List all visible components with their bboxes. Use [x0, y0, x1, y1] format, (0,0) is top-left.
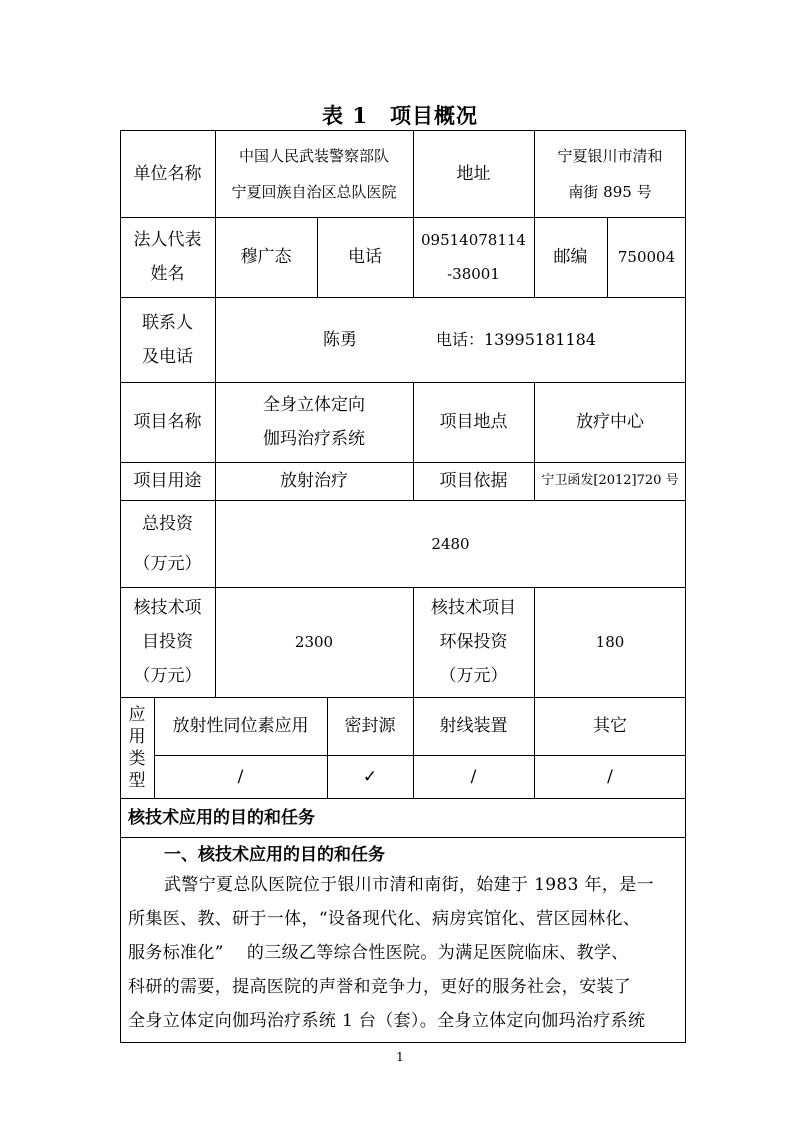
paragraph-line: 服务标准化” 的三级乙等综合性医院。为满足医院临床、教学、 [128, 943, 629, 963]
app-type-other: 其它 [593, 716, 627, 736]
nuclear-invest-label: 核技术项 目投资 （万元） [133, 598, 202, 686]
project-use-value: 放射治疗 [280, 471, 348, 491]
app-mark-isotope: / [237, 766, 244, 787]
app-type-label: 应 用 类 型 [128, 704, 146, 791]
paragraph-line: 所集医、教、研于一体，“设备现代化、病房宾馆化、营区园林化、 [128, 909, 641, 929]
paragraph-line: 武警宁夏总队医院位于银川市清和南街，始建于 1983 年，是一 [164, 875, 654, 895]
app-mark-ray-device: / [470, 766, 477, 787]
phone-label: 电话 [348, 247, 382, 267]
env-invest-label: 核技术项目 环保投资 （万元） [431, 598, 516, 686]
project-basis-label: 项目依据 [439, 471, 508, 491]
legal-rep-label: 法人代表 姓名 [133, 230, 202, 284]
app-type-sealed-source: 密封源 [344, 716, 396, 736]
project-site-value: 放疗中心 [576, 412, 644, 432]
total-invest-label: 总投资 （万元） [133, 513, 202, 574]
project-basis-value: 宁卫函发[2012]720 号 [541, 473, 679, 488]
address-label: 地址 [456, 163, 491, 184]
project-name-value: 全身立体定向 伽玛治疗系统 [263, 395, 365, 449]
contact-name: 陈勇 [323, 329, 357, 350]
project-site-label: 项目地点 [439, 412, 508, 432]
section-heading: 核技术应用的目的和任务 [128, 807, 315, 828]
app-type-ray-device: 射线装置 [439, 716, 508, 736]
subheading: 一、核技术应用的目的和任务 [164, 845, 385, 865]
project-use-label: 项目用途 [133, 471, 202, 491]
project-name-label: 项目名称 [133, 412, 202, 432]
contact-phone: 电话：13995181184 [436, 329, 596, 349]
unit-name-label: 单位名称 [133, 163, 202, 184]
app-mark-other: / [607, 766, 613, 787]
phone-value: 09514078114 -38001 [421, 231, 526, 283]
total-invest-value: 2480 [431, 534, 470, 553]
page-number: 1 [396, 1050, 404, 1064]
legal-rep-value: 穆广态 [240, 247, 292, 267]
postcode-value: 750004 [617, 248, 676, 266]
contact-label: 联系人 及电话 [142, 312, 193, 367]
address-value: 宁夏银川市清和 南街 895 号 [557, 146, 663, 201]
project-overview-table [120, 130, 686, 837]
app-mark-sealed-source: ✓ [362, 766, 378, 787]
env-invest-value: 180 [595, 633, 625, 651]
postcode-label: 邮编 [553, 247, 588, 267]
body-paragraph [128, 868, 680, 1038]
table-title: 表 1 项目概况 [322, 103, 478, 128]
nuclear-invest-value: 2300 [294, 633, 334, 651]
paragraph-line: 全身立体定向伽玛治疗系统 1 台（套）。全身立体定向伽玛治疗系统 [128, 1011, 646, 1031]
unit-name-value: 中国人民武装警察部队 宁夏回族自治区总队医院 [231, 146, 397, 201]
paragraph-line: 科研的需要，提高医院的声誉和竞争力，更好的服务社会，安装了 [128, 977, 632, 997]
app-type-isotope: 放射性同位素应用 [172, 716, 309, 736]
